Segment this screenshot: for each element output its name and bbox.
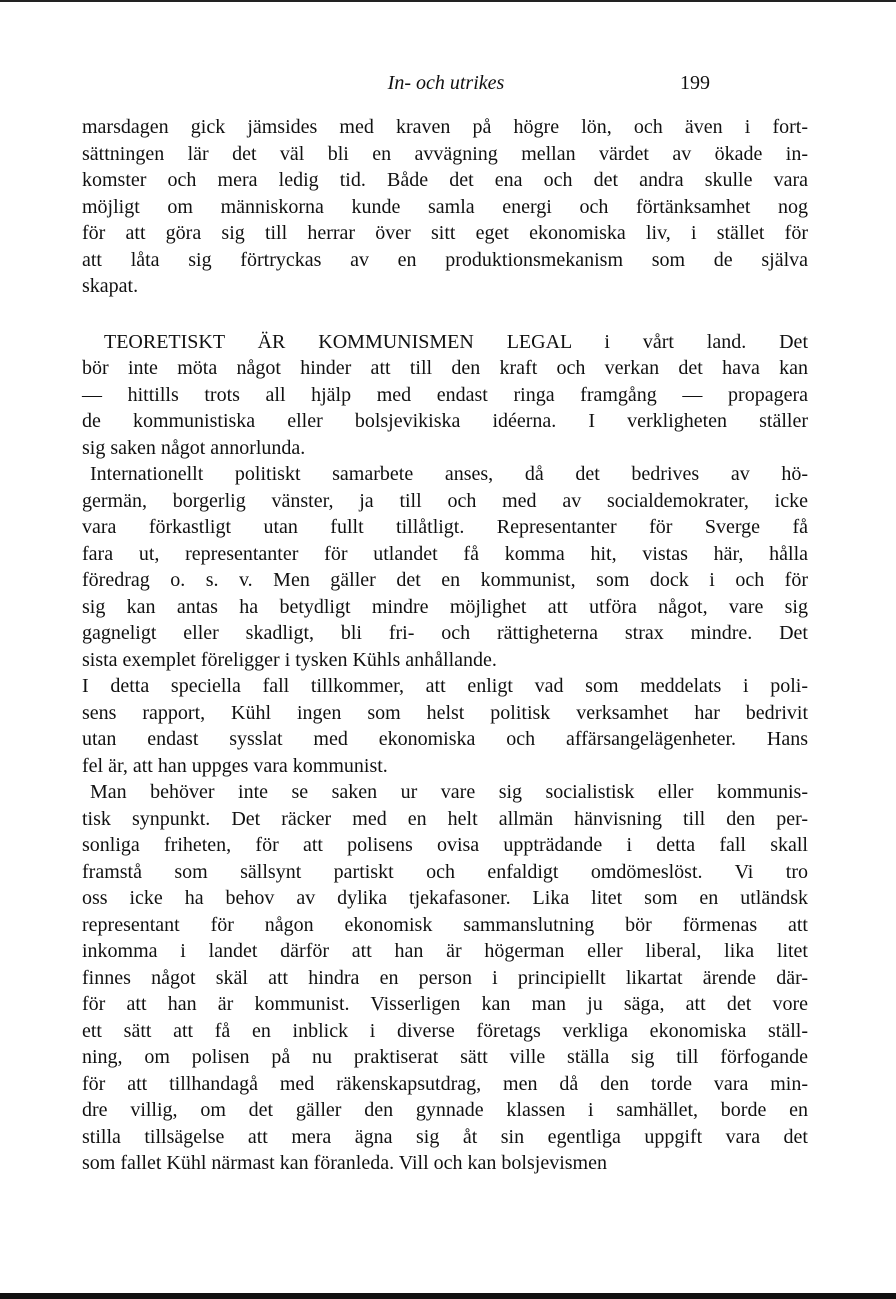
text-line: representant för någon ekonomisk sammanslutning bör förmenas att <box>82 913 808 936</box>
text-line: marsdagen gick jämsides med kraven på högre lön, och även i fort- <box>82 116 808 138</box>
text-line: sens rapport, Kühl ingen som helst politisk verksamhet har bedrivit <box>82 701 808 724</box>
text-line: stilla tillsägelse att mera ägna sig åt sin egentliga uppgift vara det <box>82 1125 808 1148</box>
text-line: dre villig, om det gäller den gynnade klassen i samhället, borde en <box>82 1099 808 1121</box>
paragraph <box>82 461 808 673</box>
text-line: germän, borgerlig vänster, ja till och med av socialdemokrater, icke <box>82 489 808 512</box>
text-line: fara ut, representanter för utlandet få komma hit, vistas här, hålla <box>82 542 808 565</box>
text-line: för att tillhandagå med räkenskapsutdrag, men då den torde vara min- <box>82 1072 808 1095</box>
text-line: att låta sig förtryckas av en produktionsmekanism som de själva <box>82 248 808 271</box>
text-line: de kommunistiska eller bolsjevikiska idéerna. I verkligheten ställer <box>82 410 808 432</box>
text-line: tisk synpunkt. Det räcker med en helt allmän hänvisning till den per- <box>82 807 808 830</box>
text-line: sättningen lär det väl bli en avvägning mellan värdet av ökade in- <box>82 142 808 165</box>
text-line: ning, om polisen på nu praktiserat sätt ville ställa sig till förfogande <box>82 1046 808 1068</box>
text-line: fel är, att han uppges vara kommunist. <box>82 754 388 777</box>
text-line: Man behöver inte se saken ur vare sig socialistisk eller kommunis- <box>90 781 808 803</box>
text-line: möjligt om människorna kunde samla energi och förtänksamhet nog <box>82 195 808 218</box>
page-number: 199 <box>680 72 710 94</box>
text-line: gagneligt eller skadligt, bli fri- och rättigheterna strax mindre. Det <box>82 622 808 644</box>
paragraph <box>82 779 808 1177</box>
text-line: finnes något skäl att hindra en person i principiellt likartat ärende där- <box>82 966 808 989</box>
text-line: som fallet Kühl närmast kan föranleda. Vill och kan bolsjevismen <box>82 1152 607 1174</box>
text-line: — hittills trots all hjälp med endast ringa framgång — propagera <box>82 383 808 406</box>
text-line: ett sätt att få en inblick i diverse företags verkliga ekonomiska ställ- <box>82 1019 808 1042</box>
text-line: komster och mera ledig tid. Både det ena och det andra skulle vara <box>82 169 808 191</box>
running-title: In- och utrikes <box>387 72 505 94</box>
text-line: TEORETISKT ÄR KOMMUNISMEN LEGAL i vårt land. Det <box>104 330 808 353</box>
scan-top-edge <box>0 0 896 2</box>
text-line: för att han är kommunist. Visserligen kan man ju säga, att det vore <box>82 993 808 1015</box>
text-line: föredrag o. s. v. Men gäller det en kommunist, som dock i och för <box>82 569 808 591</box>
text-line: Internationellt politiskt samarbete anses, då det bedrives av hö- <box>90 463 808 485</box>
page-header <box>82 72 810 100</box>
text-line: sig saken något annorlunda. <box>82 436 306 459</box>
text-line: sista exemplet föreligger i tysken Kühls anhållande. <box>82 648 497 671</box>
text-line: inkomma i landet därför att han är högerman eller liberal, lika litet <box>82 940 808 962</box>
text-line: oss icke ha behov av dylika tjekafasoner. Lika litet som en utländsk <box>82 887 808 909</box>
text-line: sonliga friheten, för att polisens ovisa uppträdande i detta fall skall <box>82 834 808 856</box>
page-body <box>82 114 808 1177</box>
paragraph <box>82 673 808 779</box>
paragraph <box>82 114 808 300</box>
text-line: bör inte möta något hinder att till den kraft och verkan det hava kan <box>82 357 808 379</box>
text-line: vara förkastligt utan fullt tillåtligt. Representanter för Sverge få <box>82 516 808 538</box>
text-line: framstå som sällsynt partiskt och enfaldigt omdömeslöst. Vi tro <box>82 860 808 883</box>
text-line: I detta speciella fall tillkommer, att enligt vad som meddelats i poli- <box>82 675 808 697</box>
text-line: utan endast sysslat med ekonomiska och affärsangelägenheter. Hans <box>82 728 808 750</box>
text-line: för att göra sig till herrar över sitt eget ekonomiska liv, i stället för <box>82 222 808 244</box>
text-line: sig kan antas ha betydligt mindre möjlighet att utföra något, vare sig <box>82 595 808 618</box>
paragraph <box>82 329 808 462</box>
scan-bottom-edge <box>0 1293 896 1299</box>
text-line: skapat. <box>82 275 139 297</box>
